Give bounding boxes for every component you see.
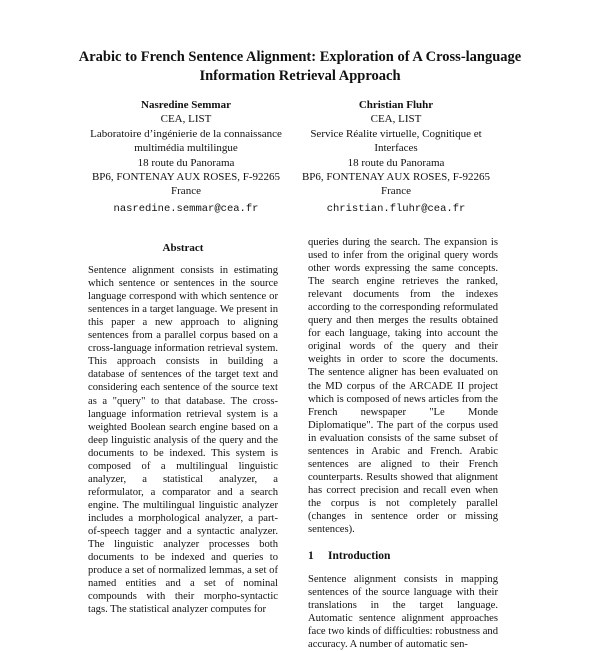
abstract-text-right: queries during the search. The expansion is used to infer from the original query words other words expressing the same concepts. The search engine retrieves the ranked, relevant documents from the indexes according to the corresponding reformulated query and then merges the results obtained for each language, taking into account the original words of the query and their weights in order to score the documents. The sentence aligner has been evaluated on the MD corpus of the ARCADE II project which is composed of news articles from the French newspaper "Le Monde Diplomatique". The part of the corpus used in evaluation consists of the same subset of sentences in Arabic and French. Arabic sentences are aligned to their French counterparts. Results showed that alignment has correct precision and recall even when the corpus is not completely parallel (changes in sentence order or missing sentences). xyxy=(308,237,498,536)
author-name: Nasredine Semmar xyxy=(141,99,231,111)
abstract-text-left: Sentence alignment consists in estimating which sentence or sentences in the source language correspond with which sentence or sentences in a target language. We present in this paper a new approach to aligning sentences from a parallel corpus based on a cross-language information retrieval system. This approach consists in building a database of sentences of the target text and considering each sentence of the source text as a "query" to that database. The cross-language information retrieval system is a weighted Boolean search engine based on a deep linguistic analysis of the query and the documents to be indexed. This system is composed of a multilingual linguistic analyzer, a statistical analyzer, a reformulator, a comparator and a search engine. The multilingual linguistic analyzer includes a morphological analyzer, a part-of-speech tagger and a syntactic analyzer. The linguistic analyzer processes both documents to be indexed and queries to produce a set of normalized lemmas, a set of named entities and a set of nominal compounds with their morpho-syntactic tags. The statistical analyzer computes for xyxy=(88,265,278,616)
author-block-2 xyxy=(296,98,496,216)
author-email[interactable]: christian.fluhr@cea.fr xyxy=(326,202,466,215)
section-title: Introduction xyxy=(328,550,391,563)
author-city: BP6, FONTENAY AUX ROSES, F-92265 France xyxy=(91,171,281,198)
section-number: 1 xyxy=(308,550,314,563)
author-city: BP6, FONTENAY AUX ROSES, F-92265 France xyxy=(301,171,491,198)
author-affiliation: CEA, LIST xyxy=(370,113,422,126)
abstract-heading: Abstract xyxy=(162,242,204,254)
author-lab: Laboratoire d’ingénierie de la connaissance multimédia multilingue xyxy=(90,127,282,155)
intro-text: Sentence alignment consists in mapping sentences of the source language with their translations in the target language. Automatic sentence alignment approaches face two kinds of difficulties: robustness and accuracy. A number of automatic sen- xyxy=(308,574,498,651)
author-affiliation: CEA, LIST xyxy=(160,113,212,126)
author-street: 18 route du Panorama xyxy=(137,156,235,169)
author-block-1 xyxy=(86,98,286,216)
author-email[interactable]: nasredine.semmar@cea.fr xyxy=(113,202,259,215)
paper-title: Arabic to French Sentence Alignment: Exploration of A Cross-language Information Retrieval Approach xyxy=(78,49,522,84)
right-column xyxy=(308,236,498,651)
author-name: Christian Fluhr xyxy=(358,99,434,111)
section-heading xyxy=(308,550,498,563)
left-column xyxy=(88,236,278,616)
author-street: 18 route du Panorama xyxy=(347,156,445,169)
author-lab: Service Réalite virtuelle, Cognitique et Interfaces xyxy=(310,127,482,155)
